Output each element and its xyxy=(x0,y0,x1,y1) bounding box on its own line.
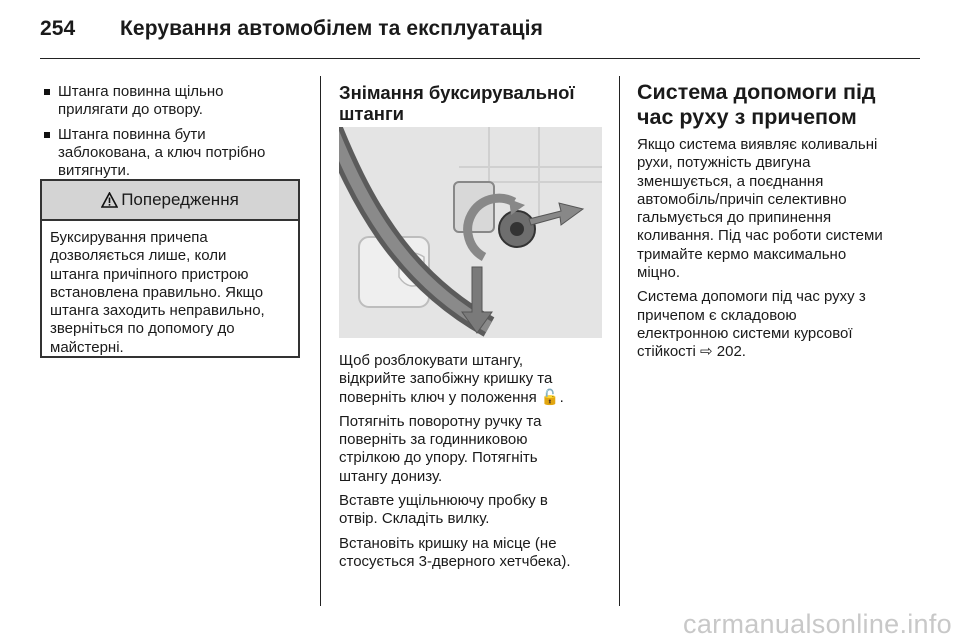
text-line: штангу донизу. xyxy=(339,467,443,485)
warning-body xyxy=(42,221,298,365)
column-divider-right xyxy=(619,76,620,606)
header-rule xyxy=(40,58,920,59)
text-line: штанга причіпного пристрою xyxy=(50,265,249,283)
text-line: Щоб розблокувати штангу, xyxy=(339,352,524,369)
bullet-item xyxy=(40,83,310,120)
text-line: коливання. Під час роботи системи xyxy=(637,227,883,245)
text-line: поверніть ключ у положення 🔓. xyxy=(339,388,564,406)
middle-text-block xyxy=(339,352,614,577)
warning-triangle-icon xyxy=(101,192,118,208)
text-line: зверніться по допомогу до xyxy=(50,320,235,338)
heading-line: час руху з причепом xyxy=(637,105,857,129)
page-header xyxy=(40,17,543,41)
paragraph xyxy=(339,352,614,407)
text-line: отвір. Складіть вилку. xyxy=(339,510,490,528)
right-column xyxy=(637,80,922,368)
text-line: Буксирування причепа xyxy=(50,229,208,246)
paragraph xyxy=(637,288,922,361)
text-line: витягнути. xyxy=(58,162,131,180)
tow-bar-image xyxy=(339,127,602,338)
left-column xyxy=(40,83,310,186)
paragraph xyxy=(339,413,614,486)
text-line: Якщо система виявляє коливальні xyxy=(637,136,878,153)
warning-title: Попередження xyxy=(121,190,239,209)
warning-box xyxy=(40,179,300,358)
paragraph xyxy=(339,492,614,529)
paragraph xyxy=(339,535,614,572)
text-line: стосується 3-дверного хетчбека). xyxy=(339,552,571,570)
text-line: рухи, потужність двигуна xyxy=(637,154,811,172)
text-line: штанга заходить неправильно, xyxy=(50,302,265,320)
bullet-item xyxy=(40,126,310,181)
text-line: електронною системи курсової xyxy=(637,324,853,342)
watermark: carmanualsonline.info xyxy=(683,609,952,639)
text-line: Штанга повинна щільно xyxy=(58,83,224,100)
text-line: гальмується до припинення xyxy=(637,209,832,227)
text-line: відкрийте запобіжну кришку та xyxy=(339,370,553,388)
page-title: Керування автомобілем та експлуатація xyxy=(120,17,543,40)
column-divider-left xyxy=(320,76,321,606)
tow-bar-illustration xyxy=(339,127,602,338)
text-line: прилягати до отвору. xyxy=(58,101,203,119)
bullet-square-icon xyxy=(44,89,50,95)
text-line: заблокована, а ключ потрібно xyxy=(58,143,266,161)
text-line: Вставте ущільнюючу пробку в xyxy=(339,492,548,510)
section-heading xyxy=(339,82,609,124)
page-number: 254 xyxy=(40,17,76,40)
text-line: дозволяється лише, коли xyxy=(50,247,227,265)
section-heading xyxy=(637,80,922,130)
paragraph xyxy=(637,136,922,282)
text-line: Система допомоги під час руху з xyxy=(637,288,866,306)
text-line: міцно. xyxy=(637,264,681,282)
text-line: зменшується, а поєднання xyxy=(637,172,824,190)
heading-line: Знімання буксирувальної xyxy=(339,82,575,103)
text-line: встановлена правильно. Якщо xyxy=(50,283,264,301)
text-line: Потягніть поворотну ручку та xyxy=(339,412,542,430)
page-reference-link[interactable]: стійкості ⇨ 202. xyxy=(637,343,746,361)
text-line: поверніть за годинниковою xyxy=(339,431,528,449)
heading-line: Система допомоги під xyxy=(637,80,876,104)
text-line: Штанга повинна бути xyxy=(58,125,206,143)
bullet-square-icon xyxy=(44,132,50,138)
text-line: тримайте кермо максимально xyxy=(637,245,847,263)
warning-title-bar xyxy=(42,181,298,221)
text-line: Встановіть кришку на місце (не xyxy=(339,534,557,552)
text-line: стрілкою до упору. Потягніть xyxy=(339,449,538,467)
text-line: автомобіль/причіп селективно xyxy=(637,190,847,208)
middle-heading-block xyxy=(339,82,609,124)
text-line: майстерні. xyxy=(50,338,124,356)
text-line: причепом є складовою xyxy=(637,306,797,324)
heading-line: штанги xyxy=(339,103,405,124)
